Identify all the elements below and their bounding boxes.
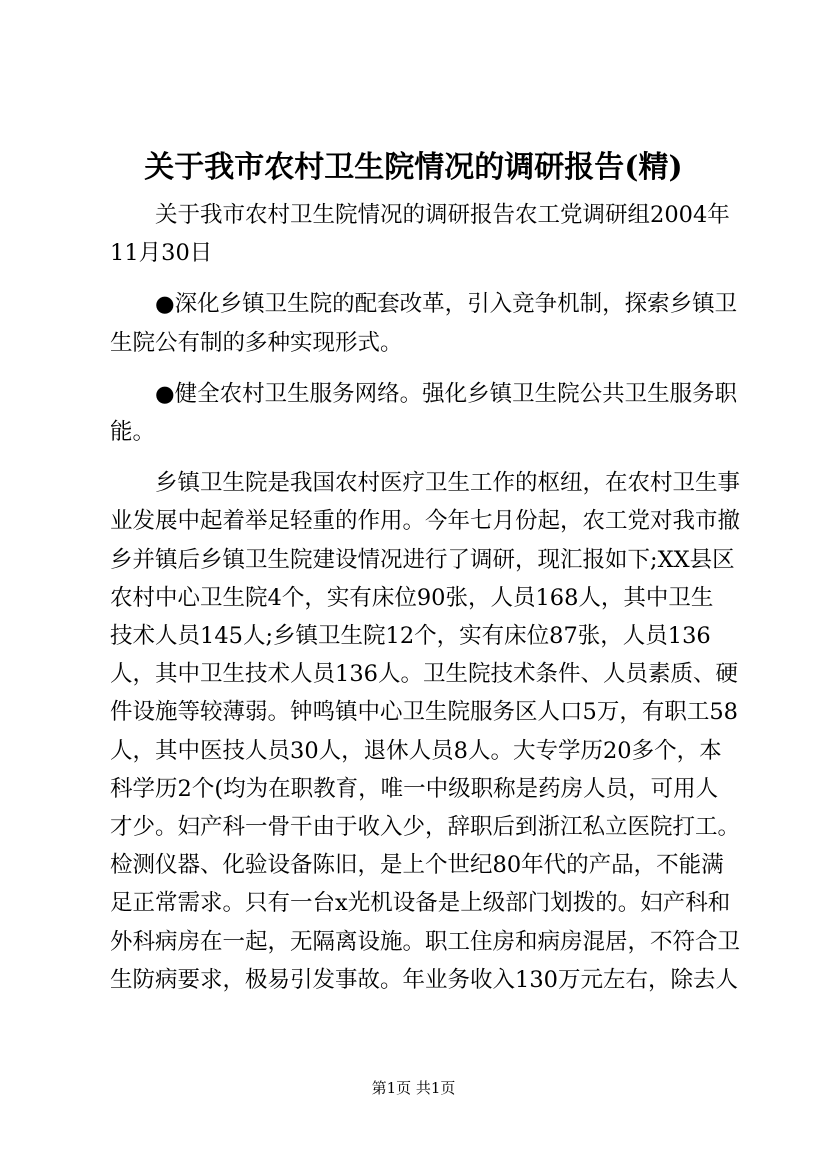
- text-line: 能。: [110, 419, 156, 446]
- paragraph-bullet-2: [110, 375, 738, 451]
- text-line: ●健全农村卫生服务网络。强化乡镇卫生院公共卫生服务职: [110, 380, 738, 407]
- text-line: 农村中心卫生院4个，实有床位90张，人员168人，其中卫生: [110, 584, 714, 611]
- document-body: [110, 196, 741, 999]
- text-line: 业发展中起着举足轻重的作用。今年七月份起，农工党对我市撤: [110, 508, 741, 535]
- text-line: 生院公有制的多种实现形式。: [110, 329, 403, 356]
- text-line: 生防病要求，极易引发事故。年业务收入130万元左右，除去人: [110, 966, 738, 993]
- text-line: 才少。妇产科一骨干由于收入少，辞职后到浙江私立医院打工。: [110, 814, 741, 841]
- text-line: 关于我市农村卫生院情况的调研报告农工党调研组2004年: [110, 202, 730, 228]
- paragraph-intro: [110, 196, 730, 272]
- paragraph-gap: [110, 272, 730, 285]
- paragraph-gap: [110, 362, 730, 375]
- text-line: 乡镇卫生院是我国农村医疗卫生工作的枢纽，在农村卫生事: [110, 470, 741, 497]
- text-line: 技术人员145人;乡镇卫生院12个，实有床位87张，人员136: [110, 623, 711, 650]
- text-line: 足正常需求。只有一台x光机设备是上级部门划拨的。妇产科和: [110, 890, 731, 917]
- text-line: 外科病房在一起，无隔离设施。职工住房和病房混居，不符合卫: [110, 928, 741, 955]
- paragraph-bullet-1: [110, 285, 738, 361]
- text-line: 11月30日: [110, 240, 213, 267]
- text-line: 科学历2个(均为在职教育，唯一中级职称是药房人员，可用人: [110, 775, 719, 802]
- paragraph-main: [110, 464, 741, 999]
- text-line: 件设施等较薄弱。钟鸣镇中心卫生院服务区人口5万，有职工58: [110, 699, 738, 726]
- paragraph-gap: [110, 451, 730, 464]
- text-line: 检测仪器、化验设备陈旧，是上个世纪80年代的产品，不能满: [110, 852, 724, 879]
- text-line: 人，其中卫生技术人员136人。卫生院技术条件、人员素质、硬: [110, 661, 738, 688]
- text-line: 乡并镇后乡镇卫生院建设情况进行了调研，现汇报如下;XX县区: [110, 546, 735, 573]
- text-line: ●深化乡镇卫生院的配套改革，引入竞争机制，探索乡镇卫: [110, 291, 738, 318]
- document-title: 关于我市农村卫生院情况的调研报告(精): [144, 150, 683, 185]
- page-footer: 第1页 共1页: [371, 1079, 456, 1097]
- text-line: 人，其中医技人员30人，退休人员8人。大专学历20多个，本: [110, 737, 722, 764]
